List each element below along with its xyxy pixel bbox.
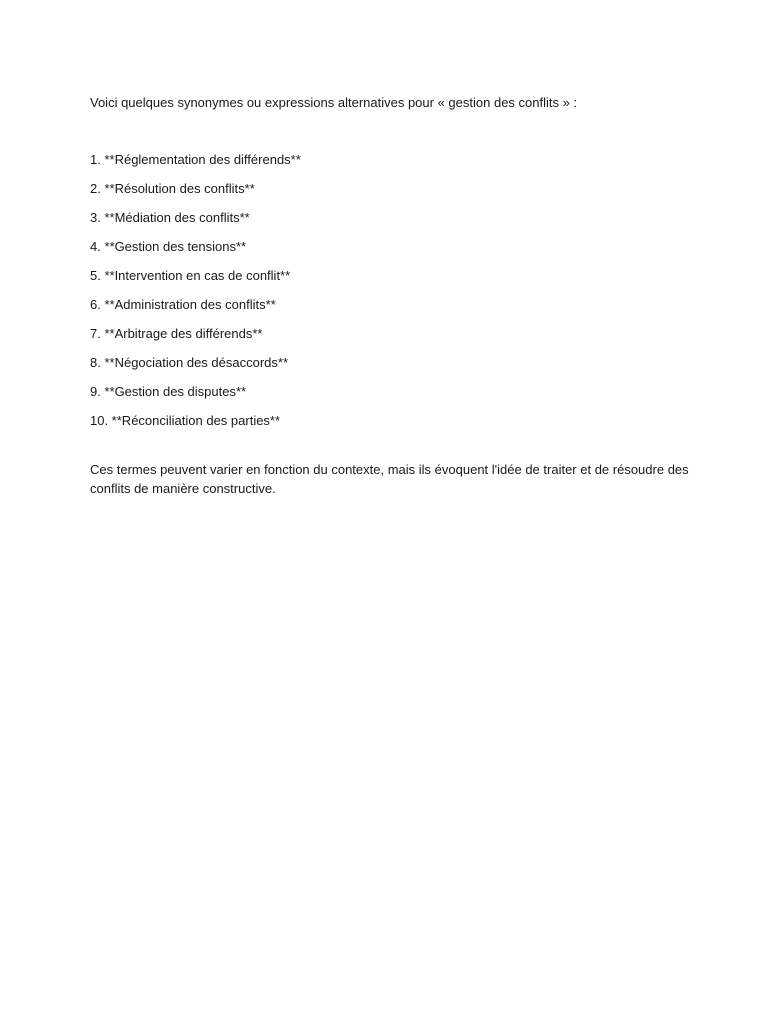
list-item: 1. **Réglementation des différends** bbox=[90, 152, 301, 167]
list-item: 8. **Négociation des désaccords** bbox=[90, 355, 289, 370]
list-item: 2. **Résolution des conflits** bbox=[90, 181, 255, 196]
list-item: 4. **Gestion des tensions** bbox=[90, 239, 247, 254]
list-item: 6. **Administration des conflits** bbox=[90, 297, 276, 312]
synonym-list bbox=[90, 150, 690, 430]
document-content bbox=[90, 93, 690, 498]
list-item: 10. **Réconciliation des parties** bbox=[90, 413, 281, 428]
list-item: 7. **Arbitrage des différends** bbox=[90, 326, 263, 341]
list-item: 5. **Intervention en cas de conflit** bbox=[90, 268, 291, 283]
closing-paragraph: Ces termes peuvent varier en fonction du contexte, mais ils évoquent l'idée de traiter et de résoudre des conflits de manière constructive. bbox=[90, 462, 689, 496]
list-item: 9. **Gestion des disputes** bbox=[90, 384, 247, 399]
intro-paragraph: Voici quelques synonymes ou expressions alternatives pour « gestion des conflits » : bbox=[90, 95, 578, 110]
list-item: 3. **Médiation des conflits** bbox=[90, 210, 250, 225]
